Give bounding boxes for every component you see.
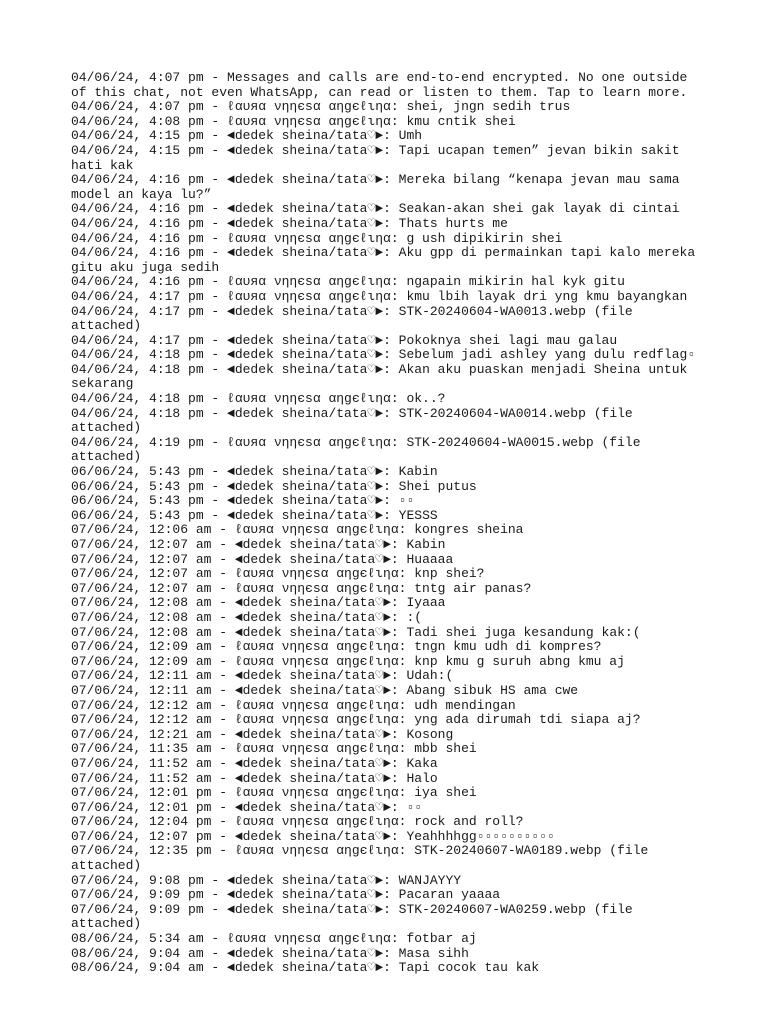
chat-line: 07/06/24, 12:11 am - ◄dedek sheina/tata♡►: Udah:( — [71, 668, 454, 684]
chat-line: 07/06/24, 12:11 am - ◄dedek sheina/tata♡►: Abang sibuk HS ama cwe — [71, 682, 579, 698]
chat-line: 07/06/24, 9:09 pm - ◄dedek sheina/tata♡►: Pacaran yaaaa — [71, 887, 501, 903]
chat-line: 07/06/24, 12:07 am - ◄dedek sheina/tata♡►: Kabin — [71, 537, 446, 552]
chat-line: 04/06/24, 4:17 pm - ℓαυяα νηηєѕα αηgєℓιηα: kmu lbih layak dri yng kmu bayangkan — [71, 288, 688, 304]
chat-line: 04/06/24, 4:15 pm - ◄dedek sheina/tata♡►: Umh — [71, 128, 423, 144]
chat-line: 07/06/24, 9:09 pm - ◄dedek sheina/tata♡►: STK-20240607-WA0259.webp (file attached) — [71, 901, 641, 932]
chat-line: 04/06/24, 4:16 pm - ◄dedek sheina/tata♡►: Mereka bilang “kenapa jevan mau sama model an kaya lu?” — [71, 172, 688, 202]
chat-line: 04/06/24, 4:18 pm - ℓαυяα νηηєѕα αηgєℓιηα: ok..? — [71, 391, 446, 407]
chat-line: 07/06/24, 12:08 am - ◄dedek sheina/tata♡►: Tadi shei juga kesandung kak:( — [71, 624, 641, 640]
chat-line: 07/06/24, 12:09 am - ℓαυяα νηηєѕα αηgєℓιηα: tngn kmu udh di kompres? — [71, 639, 602, 655]
chat-line: 07/06/24, 12:08 am - ◄dedek sheina/tata♡►: :( — [71, 609, 423, 625]
chat-line: 04/06/24, 4:19 pm - ℓαυяα νηηєѕα αηgєℓιηα: STK-20240604-WA0015.webp (file attached) — [71, 434, 649, 465]
chat-line: 07/06/24, 12:01 pm - ℓαυяα νηηєѕα αηgєℓιηα: iya shei — [71, 785, 477, 801]
chat-line: 04/06/24, 4:07 pm - Messages and calls are end-to-end encrypted. No one outside of this chat, not even WhatsApp, can read or listen to them. Tap to learn more. — [71, 70, 696, 100]
chat-line: 07/06/24, 12:07 am - ℓαυяα νηηєѕα αηgєℓιηα: tntg air panas? — [71, 580, 532, 596]
chat-line: 04/06/24, 4:16 pm - ◄dedek sheina/tata♡►: Thats hurts me — [71, 215, 508, 231]
chat-line: 07/06/24, 11:52 am - ◄dedek sheina/tata♡►: Halo — [71, 770, 438, 786]
chat-line: 07/06/24, 12:04 pm - ℓαυяα νηηєѕα αηgєℓιηα: rock and roll? — [71, 814, 524, 830]
chat-line: 04/06/24, 4:17 pm - ◄dedek sheina/tata♡►: Pokoknya shei lagi mau galau — [71, 332, 618, 348]
chat-line: 06/06/24, 5:43 pm - ◄dedek sheina/tata♡►: YESSS — [71, 507, 438, 523]
chat-line: 08/06/24, 9:04 am - ◄dedek sheina/tata♡►: Masa sihh — [71, 945, 469, 961]
chat-line: 04/06/24, 4:17 pm - ◄dedek sheina/tata♡►: STK-20240604-WA0013.webp (file attached) — [71, 303, 641, 334]
chat-line: 07/06/24, 12:21 am - ◄dedek sheina/tata♡►: Kosong — [71, 726, 454, 742]
chat-line: 04/06/24, 4:16 pm - ◄dedek sheina/tata♡►: Seakan-akan shei gak layak di cintai — [71, 201, 680, 217]
chat-line: 07/06/24, 9:08 pm - ◄dedek sheina/tata♡►: WANJAYYY — [71, 872, 462, 888]
chat-line: 07/06/24, 11:35 am - ℓαυяα νηηєѕα αηgєℓιηα: mbb shei — [71, 741, 477, 757]
chat-line: 08/06/24, 5:34 am - ℓαυяα νηηєѕα αηgєℓιηα: fotbar aj — [71, 931, 477, 947]
chat-line: 06/06/24, 5:43 pm - ◄dedek sheina/tata♡►: Shei putus — [71, 478, 477, 494]
chat-line: 04/06/24, 4:16 pm - ℓαυяα νηηєѕα αηgєℓιηα: g ush dipikirin shei — [71, 230, 563, 246]
chat-line: 07/06/24, 12:07 am - ℓαυяα νηηєѕα αηgєℓιηα: knp shei? — [71, 566, 485, 582]
chat-line: 07/06/24, 12:07 pm - ◄dedek sheina/tata♡►: Yeahhhhgg▫▫▫▫▫▫▫▫▫▫ — [71, 828, 555, 844]
chat-line: 04/06/24, 4:18 pm - ◄dedek sheina/tata♡►: Akan aku puaskan menjadi Sheina untuk sekarang — [71, 361, 696, 392]
chat-export-document — [71, 70, 703, 976]
chat-line: 06/06/24, 5:43 pm - ◄dedek sheina/tata♡►: Kabin — [71, 464, 438, 480]
chat-line: 07/06/24, 12:12 am - ℓαυяα νηηєѕα αηgєℓιηα: udh mendingan — [71, 697, 516, 713]
chat-line: 04/06/24, 4:07 pm - ℓαυяα νηηєѕα αηgєℓιηα: shei, jngn sedih trus — [71, 99, 571, 115]
chat-line: 07/06/24, 12:08 am - ◄dedek sheina/tata♡►: Iyaaa — [71, 595, 446, 611]
chat-line: 06/06/24, 5:43 pm - ◄dedek sheina/tata♡►: ▫▫ — [71, 493, 415, 509]
chat-line: 07/06/24, 12:09 am - ℓαυяα νηηєѕα αηgєℓιηα: knp kmu g suruh abng kmu aj — [71, 653, 625, 669]
chat-line: 07/06/24, 12:35 pm - ℓαυяα νηηєѕα αηgєℓιηα: STK-20240607-WA0189.webp (file attached) — [71, 843, 657, 874]
chat-line: 04/06/24, 4:18 pm - ◄dedek sheina/tata♡►: STK-20240604-WA0014.webp (file attached) — [71, 405, 641, 436]
chat-line: 07/06/24, 11:52 am - ◄dedek sheina/tata♡►: Kaka — [71, 755, 438, 771]
chat-line: 07/06/24, 12:06 am - ℓαυяα νηηєѕα αηgєℓιηα: kongres sheina — [71, 522, 524, 538]
chat-line: 04/06/24, 4:15 pm - ◄dedek sheina/tata♡►: Tapi ucapan temen” jevan bikin sakit hati kak — [71, 142, 688, 173]
chat-line: 04/06/24, 4:18 pm - ◄dedek sheina/tata♡►: Sebelum jadi ashley yang dulu redflag▫ — [71, 347, 696, 363]
chat-line: 07/06/24, 12:07 am - ◄dedek sheina/tata♡►: Huaaaa — [71, 551, 454, 567]
chat-line: 08/06/24, 9:04 am - ◄dedek sheina/tata♡►: Tapi cocok tau kak — [71, 960, 540, 976]
chat-line: 07/06/24, 12:01 pm - ◄dedek sheina/tata♡►: ▫▫ — [71, 799, 423, 815]
chat-line: 04/06/24, 4:16 pm - ◄dedek sheina/tata♡►: Aku gpp di permainkan tapi kalo mereka gitu aku juga sedih — [71, 245, 703, 275]
chat-line: 04/06/24, 4:16 pm - ℓαυяα νηηєѕα αηgєℓιηα: ngapain mikirin hal kyk gitu — [71, 274, 625, 290]
chat-line: 07/06/24, 12:12 am - ℓαυяα νηηєѕα αηgєℓιηα: yng ada dirumah tdi siapa aj? — [71, 712, 641, 728]
chat-line: 04/06/24, 4:08 pm - ℓαυяα νηηєѕα αηgєℓιηα: kmu cntik shei — [71, 113, 516, 129]
